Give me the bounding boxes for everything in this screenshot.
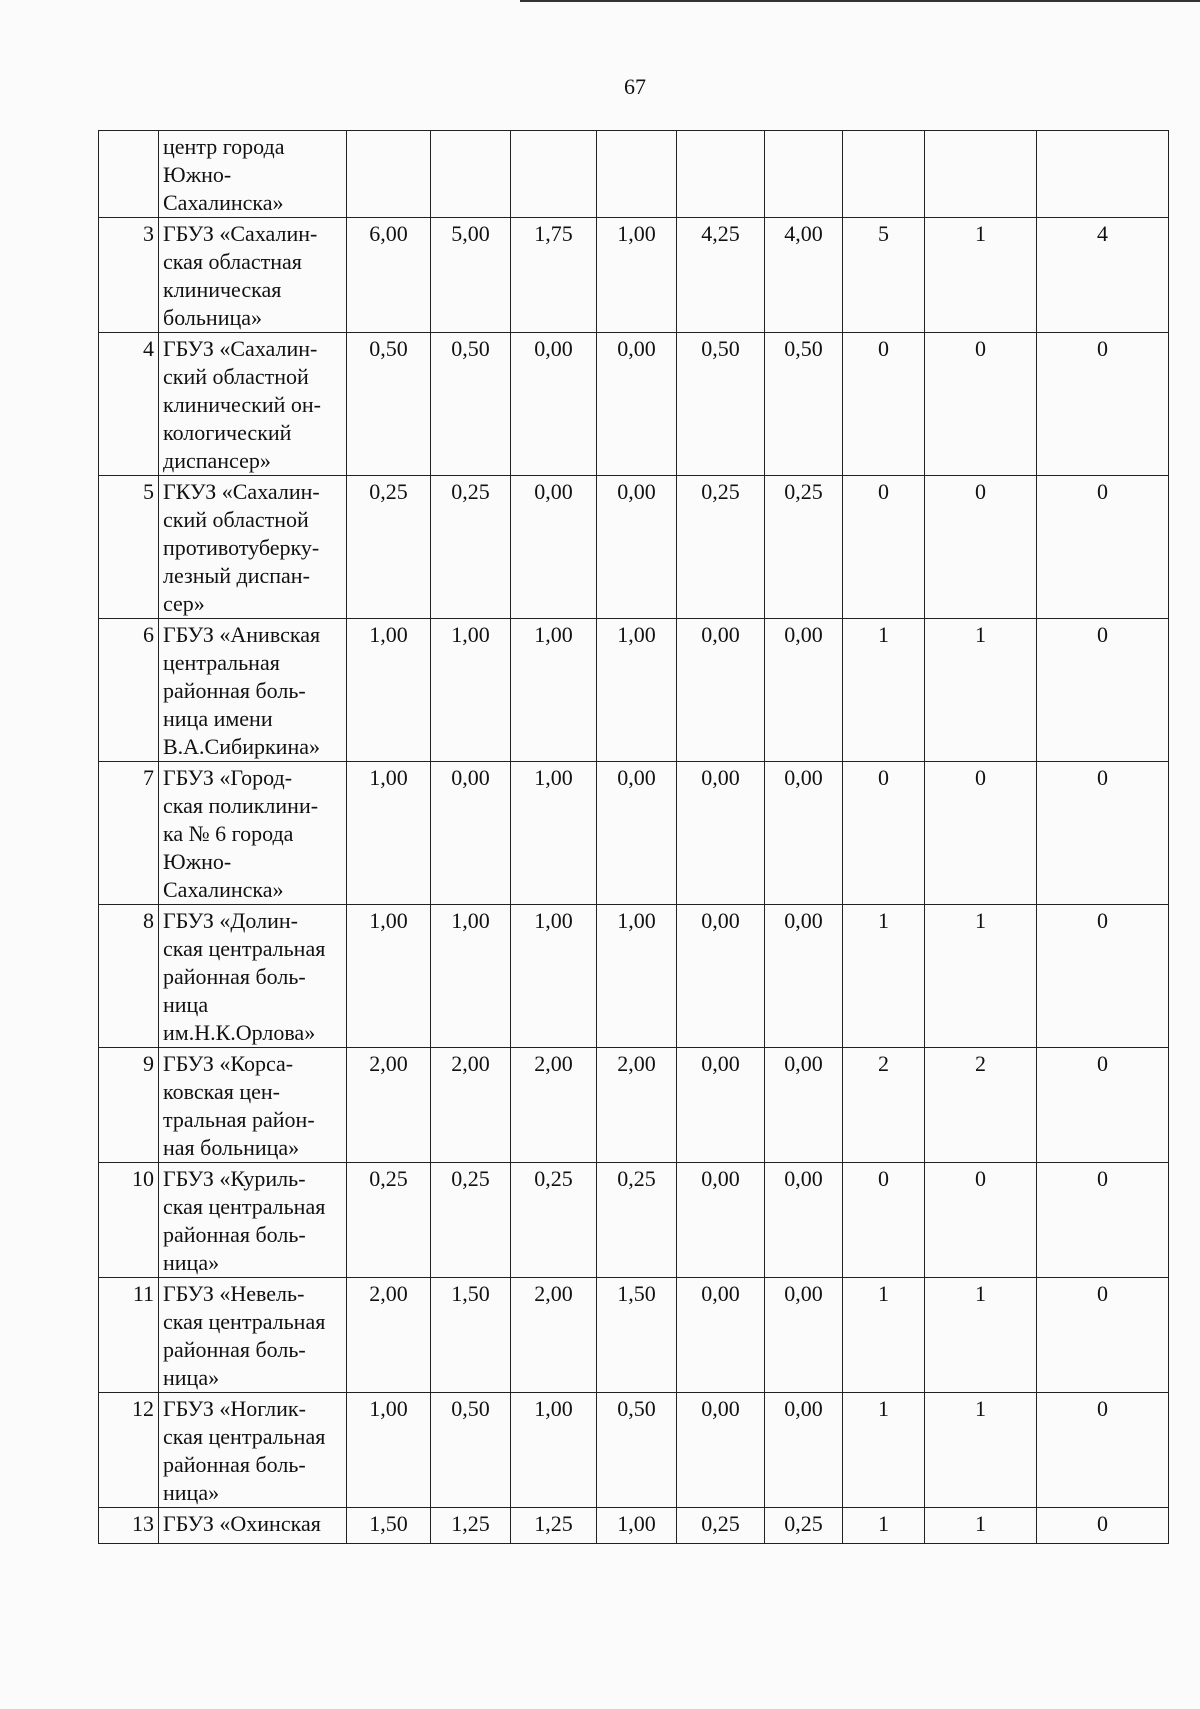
value-cell-5: 0,00 [677,1163,765,1278]
institution-name-line: лезный диспан- [163,563,310,588]
row-number-cell [99,131,159,218]
institution-name-line: ница [163,992,209,1017]
row-number-cell: 6 [99,619,159,762]
table-row [99,1278,1169,1393]
value-cell-6: 0,00 [765,1048,843,1163]
value-cell-4: 0,50 [597,1393,677,1508]
table-row [99,1048,1169,1163]
institution-name-line: центр города [163,134,285,159]
value-cell-1: 2,00 [347,1048,431,1163]
value-cell-3: 0,25 [511,1163,597,1278]
institution-name-line: ница» [163,1365,220,1390]
table-body [99,131,1169,1544]
value-cell-1: 1,00 [347,762,431,905]
value-cell-5: 0,00 [677,619,765,762]
value-cell-7: 1 [843,1508,925,1544]
value-cell-1: 0,50 [347,333,431,476]
value-cell-7: 0 [843,1163,925,1278]
value-cell-8: 1 [925,1508,1037,1544]
value-cell-4: 0,00 [597,476,677,619]
value-cell-3: 1,00 [511,1393,597,1508]
institution-name-line: ка № 6 города [163,821,294,846]
value-cell-4: 1,00 [597,905,677,1048]
institution-name-line: ГБУЗ «Анивская [163,622,321,647]
value-cell-4: 1,00 [597,218,677,333]
row-number-cell: 13 [99,1508,159,1544]
value-cell-6: 0,00 [765,1163,843,1278]
value-cell-1: 1,00 [347,619,431,762]
institution-name-line: ГКУЗ «Сахалин- [163,479,320,504]
institution-name-line: ГБУЗ «Город- [163,765,293,790]
value-cell-4: 0,25 [597,1163,677,1278]
value-cell-2: 1,25 [431,1508,511,1544]
value-cell-5: 0,25 [677,1508,765,1544]
value-cell-4 [597,131,677,218]
row-number-cell: 3 [99,218,159,333]
value-cell-1: 6,00 [347,218,431,333]
value-cell-5: 0,00 [677,905,765,1048]
value-cell-3: 2,00 [511,1048,597,1163]
value-cell-8: 0 [925,1163,1037,1278]
institution-name-line: районная боль- [163,1452,306,1477]
value-cell-9: 0 [1037,476,1169,619]
institution-name-cell [159,762,347,905]
value-cell-8: 0 [925,333,1037,476]
value-cell-6: 0,25 [765,476,843,619]
value-cell-2 [431,131,511,218]
page-number: 67 [624,74,646,99]
institution-name-line: ница» [163,1480,220,1505]
institution-name-line: ская областная [163,249,302,274]
institution-name-line: ГБУЗ «Охинская [163,1511,321,1536]
institution-name-line: кологический [163,420,292,445]
institution-name-line: больница» [163,305,262,330]
value-cell-9: 0 [1037,1048,1169,1163]
institution-name-line: сер» [163,591,205,616]
institution-name-line: ная больница» [163,1135,300,1160]
value-cell-1: 2,00 [347,1278,431,1393]
value-cell-9: 0 [1037,905,1169,1048]
value-cell-3: 2,00 [511,1278,597,1393]
value-cell-4: 1,50 [597,1278,677,1393]
value-cell-4: 2,00 [597,1048,677,1163]
institution-name-line: ская центральная [163,1424,326,1449]
row-number-cell: 4 [99,333,159,476]
value-cell-8: 0 [925,476,1037,619]
value-cell-2: 0,50 [431,333,511,476]
value-cell-3: 1,00 [511,762,597,905]
institution-name-line: ГБУЗ «Невель- [163,1281,305,1306]
institution-name-cell [159,1278,347,1393]
value-cell-1: 1,00 [347,1393,431,1508]
value-cell-9: 0 [1037,1278,1169,1393]
value-cell-2: 0,00 [431,762,511,905]
value-cell-2: 2,00 [431,1048,511,1163]
value-cell-8: 1 [925,905,1037,1048]
value-cell-3: 1,00 [511,619,597,762]
table-row [99,476,1169,619]
value-cell-6: 0,00 [765,762,843,905]
value-cell-6: 4,00 [765,218,843,333]
institution-name-line: ская центральная [163,1194,326,1219]
value-cell-2: 0,25 [431,1163,511,1278]
institution-name-cell [159,1163,347,1278]
value-cell-4: 0,00 [597,333,677,476]
value-cell-8: 1 [925,218,1037,333]
value-cell-4: 1,00 [597,1508,677,1544]
value-cell-8: 1 [925,619,1037,762]
institution-name-line: ница» [163,1250,220,1275]
value-cell-5: 0,00 [677,1278,765,1393]
institution-name-line: ГБУЗ «Куриль- [163,1166,306,1191]
value-cell-7: 1 [843,1393,925,1508]
institution-name-line: ГБУЗ «Сахалин- [163,221,318,246]
value-cell-9 [1037,131,1169,218]
value-cell-9: 0 [1037,333,1169,476]
value-cell-5: 4,25 [677,218,765,333]
row-number-cell: 9 [99,1048,159,1163]
value-cell-3: 1,25 [511,1508,597,1544]
value-cell-8: 1 [925,1278,1037,1393]
institution-name-line: противотуберку- [163,535,320,560]
value-cell-4: 0,00 [597,762,677,905]
row-number-cell: 5 [99,476,159,619]
institution-name-line: им.Н.К.Орлова» [163,1020,316,1045]
institution-name-line: районная боль- [163,964,306,989]
value-cell-5: 0,00 [677,1048,765,1163]
table-row [99,1163,1169,1278]
institution-name-line: клиническая [163,277,282,302]
institution-name-line: ГБУЗ «Долин- [163,908,298,933]
institution-name-line: ковская цен- [163,1079,280,1104]
value-cell-1: 0,25 [347,1163,431,1278]
value-cell-9: 4 [1037,218,1169,333]
value-cell-3: 0,00 [511,333,597,476]
institution-name-line: Южно- [163,849,232,874]
row-number-cell: 12 [99,1393,159,1508]
institution-name-cell [159,1508,347,1544]
value-cell-7: 2 [843,1048,925,1163]
value-cell-2: 5,00 [431,218,511,333]
table-row [99,333,1169,476]
institution-name-cell [159,131,347,218]
institution-name-line: клинический он- [163,392,321,417]
institution-name-cell [159,1048,347,1163]
value-cell-6 [765,131,843,218]
value-cell-9: 0 [1037,1508,1169,1544]
value-cell-5: 0,00 [677,762,765,905]
institution-name-line: диспансер» [163,448,271,473]
value-cell-5: 0,50 [677,333,765,476]
table-row [99,1393,1169,1508]
value-cell-5: 0,00 [677,1393,765,1508]
value-cell-9: 0 [1037,762,1169,905]
institution-name-line: центральная [163,650,280,675]
value-cell-1: 1,00 [347,905,431,1048]
institution-name-cell [159,905,347,1048]
value-cell-7: 5 [843,218,925,333]
institution-name-cell [159,218,347,333]
value-cell-2: 1,50 [431,1278,511,1393]
institution-name-cell [159,1393,347,1508]
institution-name-line: ГБУЗ «Корса- [163,1051,294,1076]
institution-name-line: Сахалинска» [163,190,284,215]
staffing-table [98,130,1169,1544]
value-cell-9: 0 [1037,619,1169,762]
institution-name-line: Сахалинска» [163,877,284,902]
value-cell-8: 2 [925,1048,1037,1163]
value-cell-6: 0,00 [765,1278,843,1393]
row-number-cell: 8 [99,905,159,1048]
value-cell-9: 0 [1037,1163,1169,1278]
institution-name-line: ская поликлини- [163,793,319,818]
row-number-cell: 10 [99,1163,159,1278]
institution-name-line: ГБУЗ «Сахалин- [163,336,318,361]
value-cell-8: 0 [925,762,1037,905]
value-cell-6: 0,00 [765,1393,843,1508]
table-row [99,905,1169,1048]
table-row [99,762,1169,905]
institution-name-line: ская центральная [163,936,326,961]
value-cell-8: 1 [925,1393,1037,1508]
institution-name-line: ГБУЗ «Ноглик- [163,1396,306,1421]
value-cell-3: 0,00 [511,476,597,619]
institution-name-cell [159,619,347,762]
table-row [99,1508,1169,1544]
value-cell-7: 1 [843,905,925,1048]
institution-name-cell [159,476,347,619]
table-row [99,619,1169,762]
value-cell-6: 0,00 [765,905,843,1048]
row-number-cell: 7 [99,762,159,905]
value-cell-6: 0,00 [765,619,843,762]
institution-name-line: тральная район- [163,1107,315,1132]
table-row [99,218,1169,333]
value-cell-2: 1,00 [431,619,511,762]
value-cell-1: 0,25 [347,476,431,619]
value-cell-7: 0 [843,476,925,619]
value-cell-5 [677,131,765,218]
value-cell-1 [347,131,431,218]
value-cell-7 [843,131,925,218]
value-cell-3 [511,131,597,218]
value-cell-3: 1,75 [511,218,597,333]
value-cell-8 [925,131,1037,218]
value-cell-1: 1,50 [347,1508,431,1544]
institution-name-line: районная боль- [163,1222,306,1247]
value-cell-2: 1,00 [431,905,511,1048]
institution-name-line: ский областной [163,364,309,389]
institution-name-line: районная боль- [163,1337,306,1362]
value-cell-3: 1,00 [511,905,597,1048]
value-cell-7: 1 [843,619,925,762]
value-cell-9: 0 [1037,1393,1169,1508]
value-cell-2: 0,50 [431,1393,511,1508]
table-row [99,131,1169,218]
top-border-line [520,0,1200,2]
institution-name-line: Южно- [163,162,232,187]
row-number-cell: 11 [99,1278,159,1393]
value-cell-7: 1 [843,1278,925,1393]
value-cell-4: 1,00 [597,619,677,762]
institution-name-line: ница имени [163,706,273,731]
institution-name-line: ская центральная [163,1309,326,1334]
value-cell-5: 0,25 [677,476,765,619]
institution-name-cell [159,333,347,476]
value-cell-7: 0 [843,762,925,905]
institution-name-line: В.А.Сибиркина» [163,734,320,759]
value-cell-6: 0,50 [765,333,843,476]
value-cell-2: 0,25 [431,476,511,619]
institution-name-line: районная боль- [163,678,306,703]
institution-name-line: ский областной [163,507,309,532]
value-cell-6: 0,25 [765,1508,843,1544]
value-cell-7: 0 [843,333,925,476]
